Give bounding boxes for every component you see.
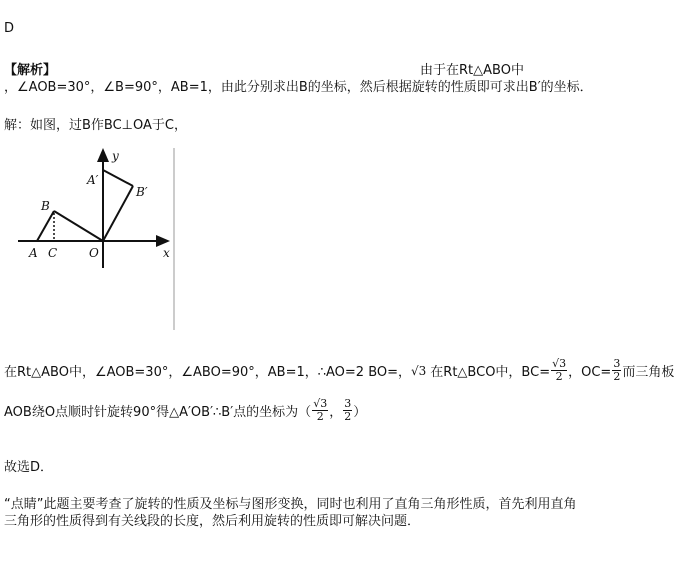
label-a-prime: A′ <box>87 173 99 187</box>
b-prime-x-numerator: √3 <box>313 397 328 410</box>
bc-denominator: 2 <box>555 370 563 383</box>
calc-line1-d: 而三角板 <box>622 365 674 380</box>
bc-fraction <box>551 358 567 383</box>
label-x: x <box>163 246 170 260</box>
analysis-heading: 【解析】 <box>4 63 57 78</box>
label-y: y <box>112 149 119 163</box>
oc-fraction <box>612 358 621 383</box>
segment-ab <box>37 211 54 241</box>
conclusion: 故选D． <box>4 460 54 475</box>
analysis-intro-right: 由于在Rt△ABO中 <box>420 63 524 78</box>
calc-line2-b: ） <box>353 405 367 420</box>
calc-line-2 <box>4 398 366 423</box>
calc-line2-a: AOB绕O点顺时针旋转90°得△A′OB′∴B′点的坐标为（ <box>4 405 312 420</box>
label-o: O <box>89 246 99 260</box>
calc-line1-b: 在Rt△BCO中，BC= <box>430 365 551 380</box>
y-axis-arrow <box>97 148 109 162</box>
b-prime-y-fraction <box>343 398 352 423</box>
bc-numerator: √3 <box>552 357 567 370</box>
calc-line1-c: ，OC= <box>568 365 612 380</box>
b-prime-x-fraction <box>312 398 328 423</box>
label-a: A <box>29 246 38 260</box>
label-b-prime: B′ <box>136 185 148 199</box>
segment-bo <box>54 211 103 241</box>
comment-line-1: “点睛”此题主要考查了旋转的性质及坐标与图形变换，同时也利用了直角三角形性质，首先利用直角 <box>4 497 577 512</box>
oc-denominator: 2 <box>613 370 621 383</box>
answer-letter: D <box>4 21 15 36</box>
calc-line1-a: 在Rt△ABO中，∠AOB=30°，∠ABO=90°，AB=1，∴AO=2 BO=， <box>4 365 412 380</box>
solution-intro: 解：如图，过B作BC⊥OA于C， <box>4 118 187 133</box>
rotation-figure <box>0 140 200 335</box>
oc-numerator: 3 <box>613 357 621 370</box>
b-prime-separator: ， <box>329 405 343 420</box>
label-b: B <box>41 199 50 213</box>
segment-b-prime-o <box>103 186 133 241</box>
calc-line-1 <box>4 358 674 383</box>
segment-a-prime-b-prime <box>103 170 133 186</box>
analysis-intro-line: ，∠AOB=30°，∠B=90°，AB=1，由此分别求出B的坐标，然后根据旋转的性质即可求出B′的坐标． <box>4 80 593 95</box>
comment-line-2: 三角形的性质得到有关线段的长度，然后利用旋转的性质即可解决问题． <box>4 514 421 529</box>
sqrt3-value: √3 <box>411 363 427 378</box>
b-prime-y-denominator: 2 <box>344 410 352 423</box>
b-prime-x-denominator: 2 <box>316 410 324 423</box>
b-prime-y-numerator: 3 <box>344 397 352 410</box>
label-c: C <box>48 246 58 260</box>
